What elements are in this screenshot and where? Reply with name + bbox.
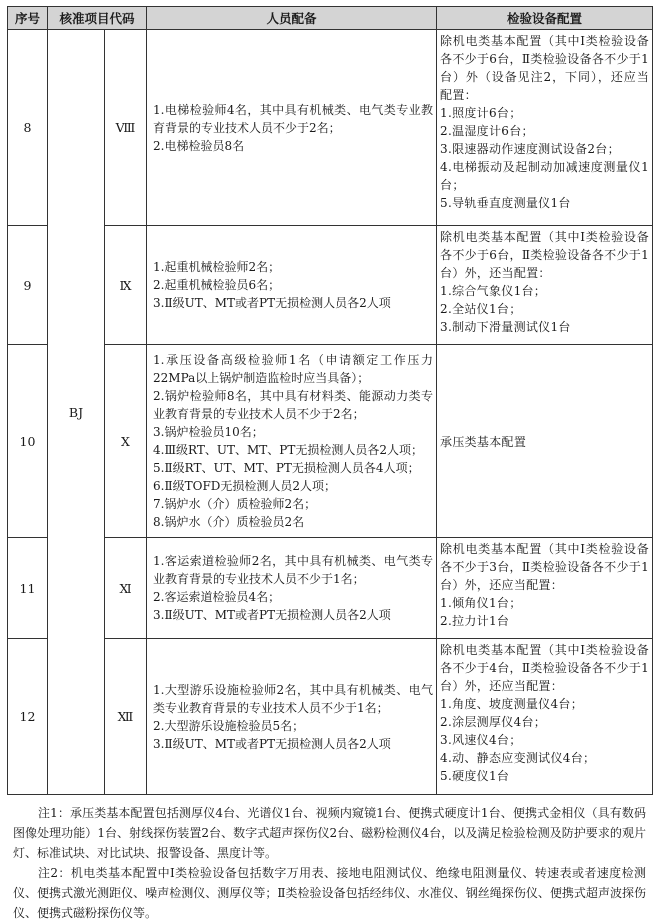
note-1: 注1：承压类基本配置包括测厚仪4台、光谱仪1台、视频内窥镜1台、便携式硬度计1台、便携式金相仪（具有数码图像处理功能）1台、射线探伤装置2台、数字式超声探伤仪2台、磁粉检测仪4台，以及满足检验检测及防护要求的观片灯、标准试块、对比试块、报警设备、黑度计等。 (13, 806, 646, 860)
row-staffing-cell (147, 30, 437, 226)
equipment-line: 1.倾角仪1台； (440, 596, 522, 610)
staffing-line: 3.Ⅱ级UT、MT或者PT无损检测人员各2人项 (153, 736, 391, 751)
equipment-line: 5.硬度仪1台 (440, 769, 510, 783)
row-item-code: Ⅺ (105, 538, 147, 639)
equipment-line: 除机电类基本配置（其中Ⅰ类检验设备各不少于6台，Ⅱ类检验设备各不少于1台）外（设备见注2，下同），还应当配置： (440, 34, 650, 102)
header-equipment: 检验设备配置 (437, 7, 653, 30)
category-code-cell: BJ (48, 30, 105, 795)
equipment-line: 3.制动下滑量测试仪1台 (440, 320, 571, 334)
staffing-line: 2.锅炉检验师8名，其中具有材料类、能源动力类专业教育背景的专业技术人员不少于2名； (153, 389, 434, 421)
row-staffing-cell (147, 226, 437, 345)
staffing-line: 7.锅炉水（介）质检验师2名； (153, 497, 317, 511)
row-serial-no: 9 (8, 226, 48, 345)
equipment-line: 4.电梯振动及起制动加减速度测量仪1台； (440, 160, 650, 192)
row-equipment-cell (437, 345, 653, 538)
row-staffing-cell (147, 639, 437, 795)
row-item-code: Ⅻ (105, 639, 147, 795)
equipment-line: 1.照度计6台； (440, 106, 522, 120)
staffing-line: 2.起重机械检验员6名； (153, 278, 281, 292)
equipment-line: 承压类基本配置 (440, 435, 527, 449)
row-serial-no: 12 (8, 639, 48, 795)
equipment-line: 3.限速器动作速度测试设备2台； (440, 142, 620, 156)
row-equipment-cell (437, 226, 653, 345)
equipment-line: 5.导轨垂直度测量仪1台 (440, 196, 571, 210)
staffing-line: 1.电梯检验师4名，其中具有机械类、电气类专业教育背景的专业技术人员不少于2名； (153, 102, 434, 135)
staffing-line: 6.Ⅱ级TOFD无损检测人员2人项； (153, 479, 337, 493)
header-approval-code: 核准项目代码 (48, 7, 147, 30)
staffing-line: 3.Ⅱ级UT、MT或者PT无损检测人员各2人项 (153, 608, 391, 622)
table-row (8, 538, 653, 639)
row-item-code: Ⅹ (105, 345, 147, 538)
equipment-line: 4.动、静态应变测试仪4台； (440, 751, 596, 765)
row-equipment-cell (437, 538, 653, 639)
row-serial-no: 11 (8, 538, 48, 639)
document-page (7, 6, 652, 923)
staffing-line: 3.锅炉检验员10名； (153, 425, 264, 439)
table-row (8, 226, 653, 345)
row-serial-no: 8 (8, 30, 48, 226)
staffing-line: 1.承压设备高级检验师1名（申请额定工作压力22MPa以上锅炉制造监检时应当具备）； (153, 353, 434, 385)
note-2: 注2：机电类基本配置中Ⅰ类检验设备包括数字万用表、接地电阻测试仪、绝缘电阻测量仪、转速表或者速度检测仪、便携式激光测距仪、噪声检测仪、测厚仪等；Ⅱ类检验设备包括经纬仪、水准仪、钢丝绳探伤仪、便携式超声波探伤仪、便携式磁粉探伤仪等。 (13, 866, 646, 920)
equipment-line: 1.角度、坡度测量仪4台； (440, 697, 584, 711)
staffing-line: 1.客运索道检验师2名，其中具有机械类、电气类专业教育背景的专业技术人员不少于1名； (153, 554, 434, 586)
header-staffing: 人员配备 (147, 7, 437, 30)
row-item-code: Ⅷ (105, 30, 147, 226)
equipment-line: 2.涂层测厚仪4台； (440, 715, 547, 729)
table-row (8, 345, 653, 538)
table-row (8, 639, 653, 795)
equipment-line: 3.风速仪4台； (440, 733, 522, 747)
staffing-line: 1.大型游乐设施检验师2名，其中具有机械类、电气类专业教育背景的专业技术人员不少于1名； (153, 682, 434, 715)
staffing-line: 3.Ⅱ级UT、MT或者PT无损检测人员各2人项 (153, 296, 391, 310)
staffing-line: 4.Ⅲ级RT、UT、MT、PT无损检测人员各2人项； (153, 443, 423, 457)
row-serial-no: 10 (8, 345, 48, 538)
staffing-line: 1.起重机械检验师2名； (153, 260, 281, 274)
row-item-code: Ⅸ (105, 226, 147, 345)
equipment-line: 2.全站仪1台； (440, 302, 522, 316)
equipment-line: 除机电类基本配置（其中Ⅰ类检验设备各不少于6台，Ⅱ类检验设备各不少于1台）外，还当配置： (440, 230, 650, 280)
equipment-line: 2.拉力计1台 (440, 614, 510, 628)
inspection-requirements-table (7, 6, 653, 795)
staffing-line: 8.锅炉水（介）质检验员2名 (153, 515, 305, 529)
staffing-line: 2.电梯检验员8名 (153, 138, 245, 153)
table-header-row (8, 7, 653, 30)
staffing-line: 2.大型游乐设施检验员5名； (153, 718, 305, 733)
row-staffing-cell (147, 345, 437, 538)
table-notes (7, 803, 652, 923)
staffing-line: 5.Ⅱ级RT、UT、MT、PT无损检测人员各4人项； (153, 461, 420, 475)
row-equipment-cell (437, 639, 653, 795)
header-serial-no: 序号 (8, 7, 48, 30)
equipment-line: 除机电类基本配置（其中Ⅰ类检验设备各不少于3台，Ⅱ类检验设备各不少于1台）外，还应当配置： (440, 542, 650, 592)
equipment-line: 2.温湿度计6台； (440, 124, 534, 138)
row-equipment-cell (437, 30, 653, 226)
equipment-line: 除机电类基本配置（其中Ⅰ类检验设备各不少于4台，Ⅱ类检验设备各不少于1台）外，还应当配置： (440, 643, 650, 693)
equipment-line: 1.综合气象仪1台； (440, 284, 547, 298)
table-row (8, 30, 653, 226)
row-staffing-cell (147, 538, 437, 639)
staffing-line: 2.客运索道检验员4名； (153, 590, 281, 604)
